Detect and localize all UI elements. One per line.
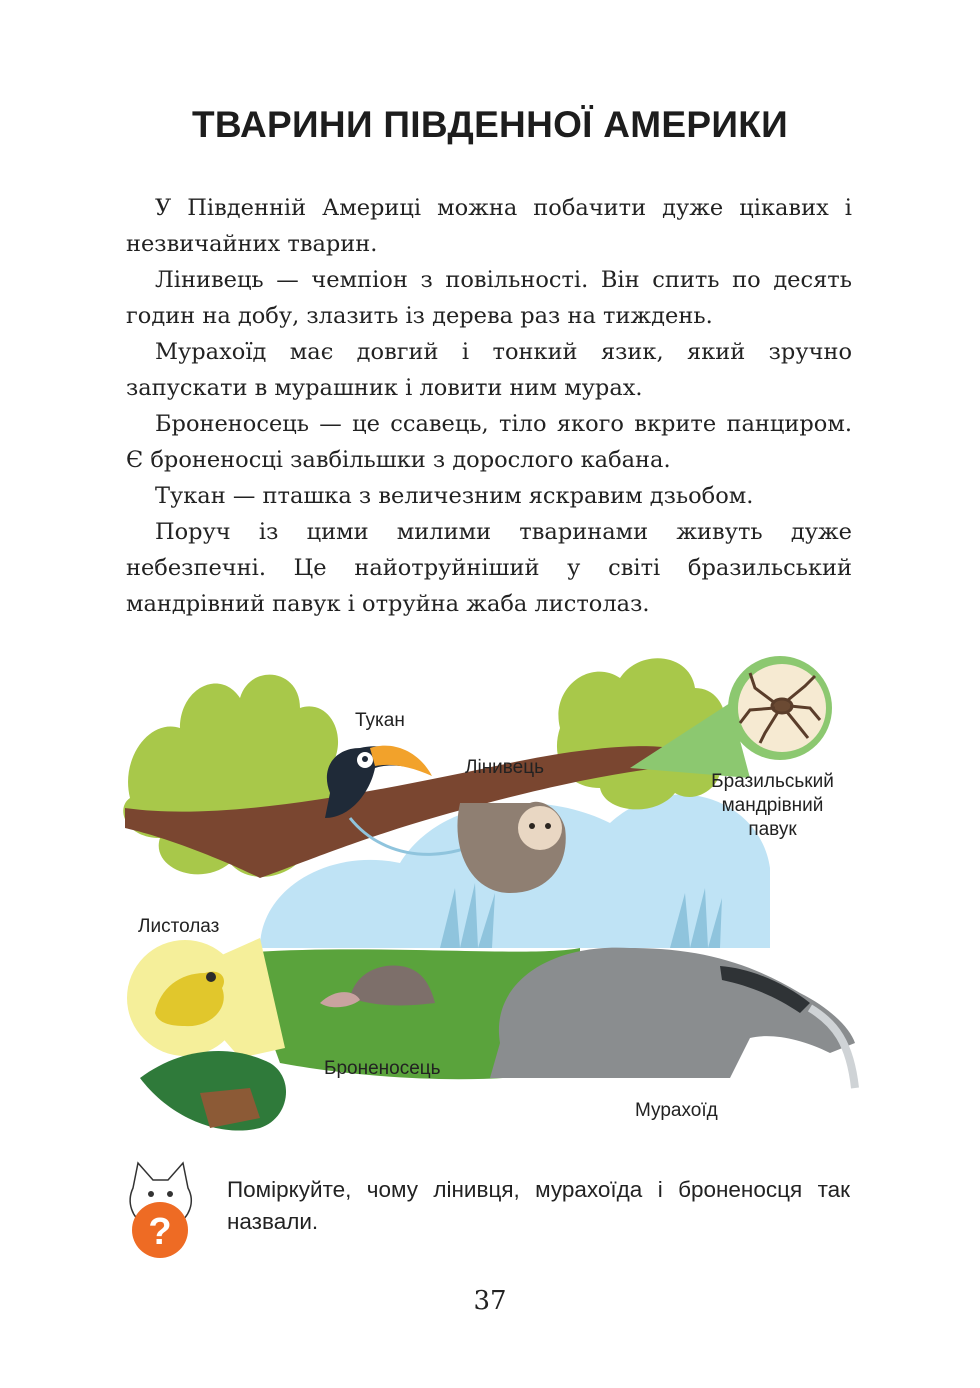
- paragraph-dangerous: Поруч із цими милими тваринами живуть дуже небезпечні. Це найотруйніший у світі бразильський мандрівний павук і отруйна жаба листолаз.: [126, 519, 852, 617]
- body-text: [126, 190, 852, 622]
- jungle-scene: [110, 648, 870, 1148]
- think-prompt-text: Поміркуйте, чому лінивця, мурахоїда і броненосця так назвали.: [227, 1177, 850, 1234]
- page-title: ТВАРИНИ ПІВДЕННОЇ АМЕРИКИ: [191, 104, 789, 145]
- svg-text:?: ?: [148, 1211, 172, 1253]
- anteater-icon: [490, 948, 855, 1088]
- frog-label: Листолаз: [138, 916, 220, 937]
- spider-label-line-2: мандрівний: [721, 795, 824, 816]
- paragraph-toucan: Тукан — пташка з величезним яскравим дзьобом.: [155, 483, 754, 509]
- spider-label: [685, 770, 860, 842]
- page-number: 37: [473, 1286, 507, 1316]
- paragraph-anteater: Мурахоїд має довгий і тонкий язик, який зручно запускати в мурашник і ловити ним мурах.: [126, 339, 852, 401]
- question-cat-icon: [118, 1158, 202, 1262]
- animals-illustration: [110, 648, 870, 1148]
- paragraph-intro: У Південній Америці можна побачити дуже цікавих і незвичайних тварин.: [126, 195, 852, 257]
- toucan-label: Тукан: [355, 710, 405, 731]
- spider-label-line-1: Бразильський: [711, 771, 834, 792]
- sloth-label: Лінивець: [465, 757, 545, 778]
- spider-label-line-3: павук: [748, 819, 797, 840]
- anteater-label: Мурахоїд: [635, 1100, 718, 1121]
- paragraph-sloth: Лінивець — чемпіон з повільності. Він спить по десять годин на добу, злазить із дерева раз на тиждень.: [126, 267, 852, 329]
- armadillo-label: Броненосець: [324, 1058, 441, 1079]
- paragraph-armadillo: Броненосець — це ссавець, тіло якого вкрите панциром. Є броненосці завбільшки з дорослого кабана.: [126, 411, 852, 473]
